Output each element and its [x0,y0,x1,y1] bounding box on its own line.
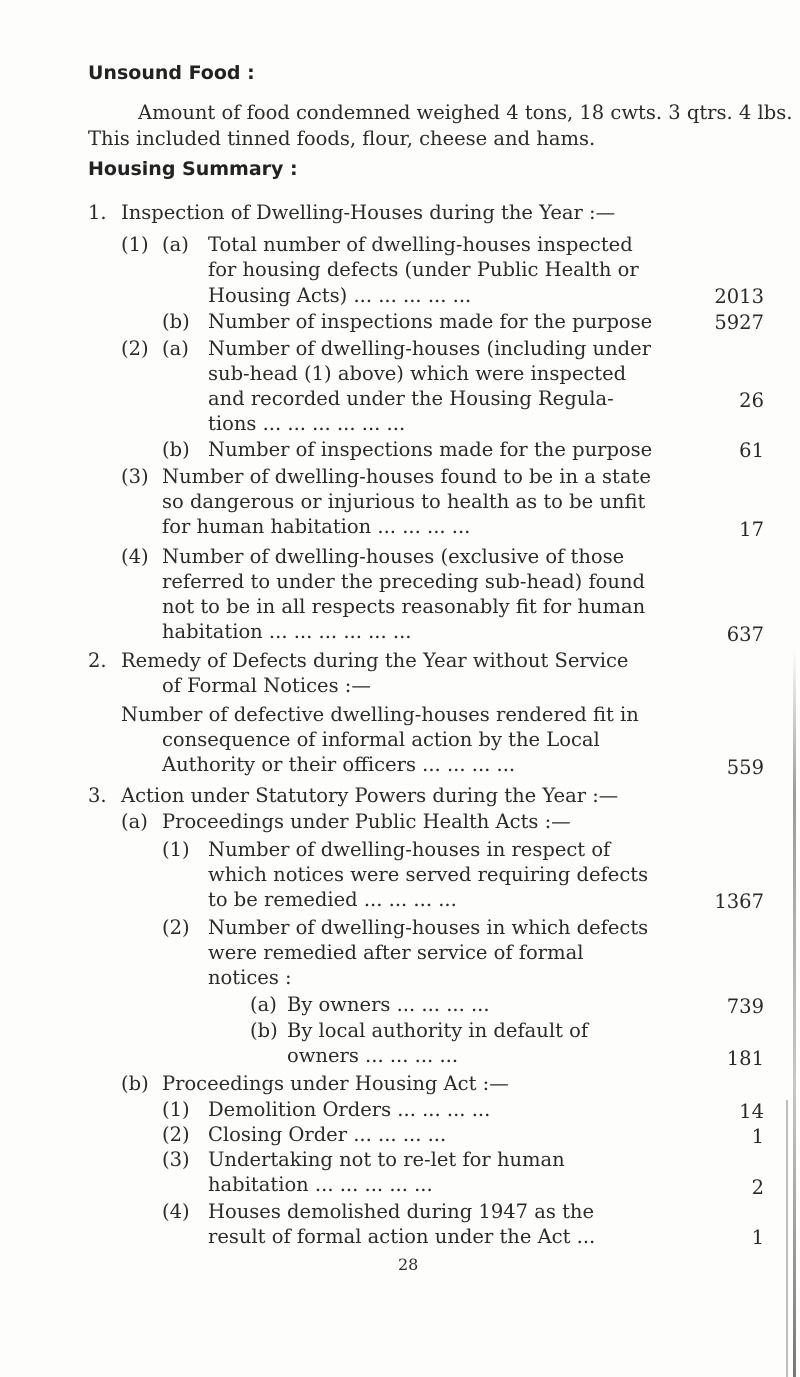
item-3a-1-line-1: Number of dwelling-houses in respect of [208,838,611,861]
item-1-4-line-3: not to be in all respects reasonably fit for human [162,595,646,618]
item-1-2b-letter: (b) [162,438,190,461]
item-3b-2-number: (2) [162,1123,190,1146]
item-1-4-line-1: Number of dwelling-houses (exclusive of those [162,545,625,568]
item-1-4-line-4: habitation ... ... ... ... ... ... [162,620,412,643]
section-3a-label: (a) [121,810,148,833]
item-3b-4-line-1: Houses demolished during 1947 as the [208,1200,595,1223]
item-3a-2-line-2: were remedied after service of formal [208,941,584,964]
unsound-food-line-2: This included tinned foods, flour, cheese and hams. [88,127,596,150]
housing-summary-heading: Housing Summary : [88,158,298,180]
section-2-title-line-1: Remedy of Defects during the Year without Service [121,649,629,672]
item-3a-1-number: (1) [162,838,190,861]
section-1-label: 1. [88,201,107,224]
scan-edge-shadow [793,650,796,1377]
item-1-1b-value: 5927 [714,311,764,334]
section-2-title-line-2: of Formal Notices :— [162,674,371,697]
page-number: 28 [398,1255,419,1274]
item-1-2a-letter: (a) [162,337,189,360]
unsound-food-heading: Unsound Food : [88,62,255,84]
item-1-3-number: (3) [121,465,149,488]
item-1-1a-letter: (a) [162,233,189,256]
item-3b-2-value: 1 [751,1125,764,1148]
item-1-2a-line-4: tions ... ... ... ... ... ... [208,412,406,435]
item-1-2a-line-3: and recorded under the Housing Regula- [208,387,614,410]
item-3a-2b-letter: (b) [250,1019,278,1042]
item-3b-1-text: Demolition Orders ... ... ... ... [208,1098,491,1121]
item-1-3-value: 17 [739,518,764,541]
item-1-2a-line-1: Number of dwelling-houses (including under [208,337,652,360]
item-3a-1-value: 1367 [714,890,764,913]
item-1-2a-line-2: sub-head (1) above) which were inspected [208,362,627,385]
section-3b-label: (b) [121,1072,149,1095]
section-2-line-1: Number of defective dwelling-houses rendered fit in [121,703,639,726]
item-3a-2-number: (2) [162,916,190,939]
item-3b-3-value: 2 [751,1176,764,1199]
item-3a-1-line-3: to be remedied ... ... ... ... [208,888,457,911]
item-1-1a-line-1: Total number of dwelling-houses inspected [208,233,633,256]
item-3a-2-line-3: notices : [208,966,292,989]
item-3a-2b-value: 181 [726,1047,764,1070]
section-3-label: 3. [88,784,107,807]
section-2-label: 2. [88,649,107,672]
item-3a-2a-value: 739 [726,995,764,1018]
item-3a-2a-text: By owners ... ... ... ... [287,993,490,1016]
item-1-3-line-3: for human habitation ... ... ... ... [162,515,471,538]
item-3a-2-line-1: Number of dwelling-houses in which defects [208,916,649,939]
unsound-food-line-1: Amount of food condemned weighed 4 tons, 18 cwts. 3 qtrs. 4 lbs. [138,101,793,124]
item-1-1a-value: 2013 [714,285,764,308]
item-1-1b-letter: (b) [162,310,190,333]
item-3b-4-number: (4) [162,1200,190,1223]
item-3b-1-value: 14 [739,1100,764,1123]
item-3a-2a-letter: (a) [250,993,277,1016]
section-2-value: 559 [726,756,764,779]
item-1-2a-value: 26 [739,389,764,412]
item-3a-2b-line-1: By local authority in default of [287,1019,589,1042]
item-3b-4-line-2: result of formal action under the Act ... [208,1225,596,1248]
item-1-2b-value: 61 [739,439,764,462]
item-1-1b-text: Number of inspections made for the purpose [208,310,653,333]
item-3a-1-line-2: which notices were served requiring defects [208,863,649,886]
section-3a-title: Proceedings under Public Health Acts :— [162,810,571,833]
item-1-1-number: (1) [121,233,149,256]
item-1-1a-line-3: Housing Acts) ... ... ... ... ... [208,284,472,307]
item-1-3-line-1: Number of dwelling-houses found to be in a state [162,465,651,488]
item-3b-3-line-1: Undertaking not to re-let for human [208,1148,565,1171]
section-3b-title: Proceedings under Housing Act :— [162,1072,509,1095]
item-3b-1-number: (1) [162,1098,190,1121]
item-1-4-number: (4) [121,545,149,568]
section-2-line-3: Authority or their officers ... ... ... ... [162,753,516,776]
section-3-title: Action under Statutory Powers during the Year :— [121,784,619,807]
item-1-2b-text: Number of inspections made for the purpose [208,438,653,461]
item-1-2-number: (2) [121,337,149,360]
item-3b-3-number: (3) [162,1148,190,1171]
item-1-1a-line-2: for housing defects (under Public Health or [208,258,639,281]
item-1-4-line-2: referred to under the preceding sub-head) found [162,570,646,593]
item-3b-2-text: Closing Order ... ... ... ... [208,1123,447,1146]
item-1-3-line-2: so dangerous or injurious to health as to be unfit [162,490,646,513]
section-2-line-2: consequence of informal action by the Local [162,728,600,751]
item-3b-3-line-2: habitation ... ... ... ... ... [208,1173,433,1196]
item-3a-2b-line-2: owners ... ... ... ... [287,1044,459,1067]
item-1-4-value: 637 [726,623,764,646]
item-3b-4-value: 1 [751,1226,764,1249]
scan-edge-line [786,1100,788,1377]
section-1-title: Inspection of Dwelling-Houses during the Year :— [121,201,616,224]
